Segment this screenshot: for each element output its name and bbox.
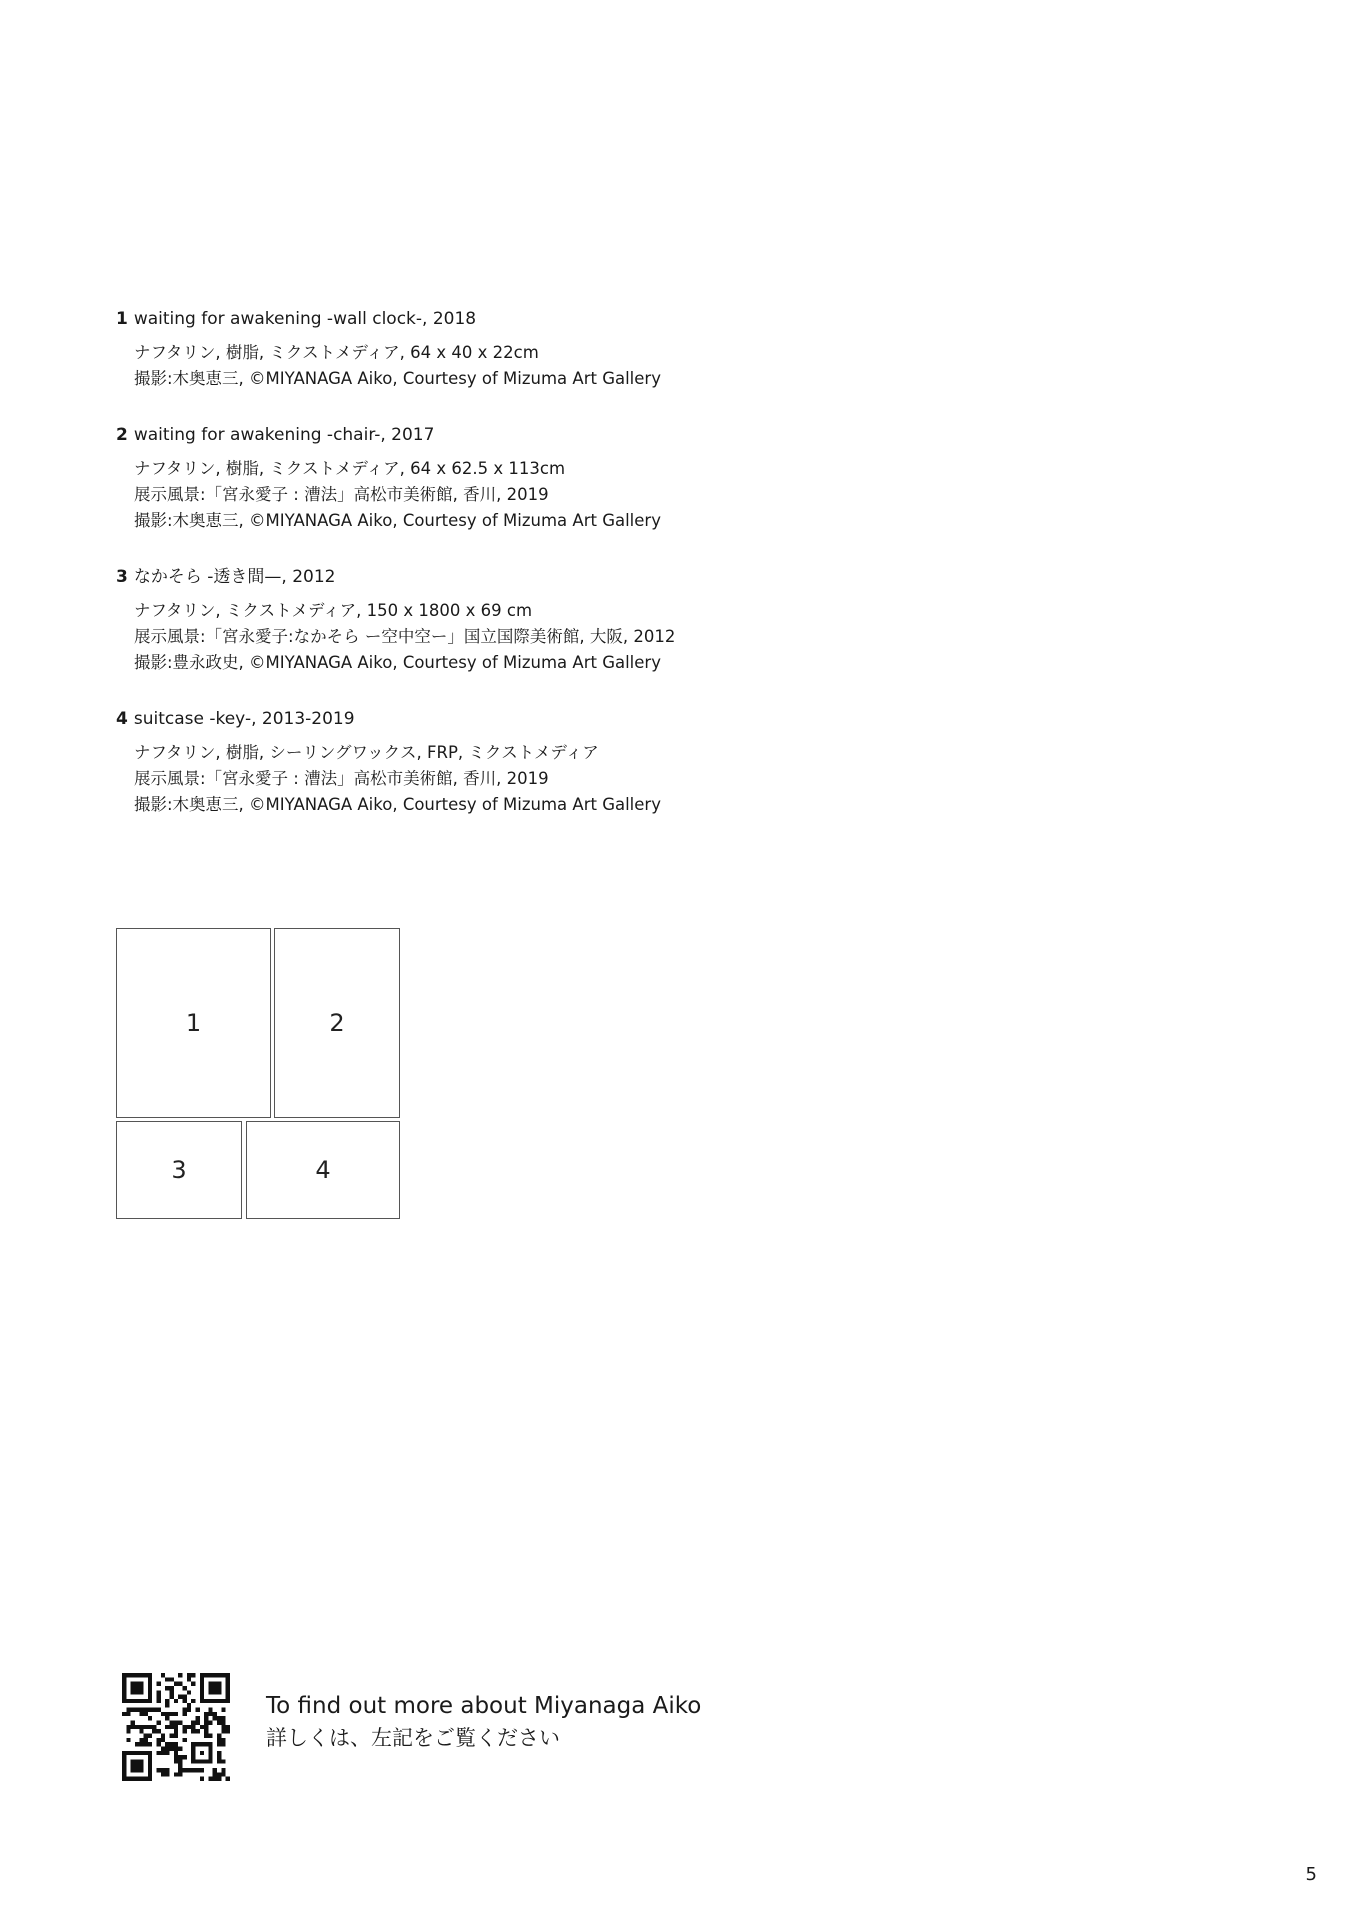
qr-code-icon[interactable] [122, 1673, 230, 1781]
caption-number: 4 [116, 709, 128, 729]
caption-line: 展示風景:「宮永愛子:なかそら ー空中空ー」国立国際美術館, 大阪, 2012 [134, 627, 676, 646]
caption-line: 展示風景:「宮永愛子 : 漕法」高松市美術館, 香川, 2019 [134, 769, 549, 788]
caption-title-text: suitcase -key-, 2013-2019 [133, 709, 355, 729]
caption-title [116, 564, 1016, 590]
caption-title-text: waiting for awakening -chair-, 2017 [133, 425, 435, 445]
more-info-japanese: 詳しくは、左記をご覧ください [266, 1726, 560, 1750]
more-info-english: To find out more about Miyanaga Aiko [266, 1693, 702, 1719]
caption-line: ナフタリン, 樹脂, ミクストメディア, 64 x 62.5 x 113cm [134, 459, 566, 478]
caption-title [116, 306, 1016, 332]
caption-2 [116, 422, 1016, 534]
captions [116, 306, 1016, 848]
layout-box-3: 3 [116, 1121, 242, 1219]
page-number: 5 [1305, 1864, 1317, 1885]
caption-title-text: waiting for awakening -wall clock-, 2018 [133, 309, 477, 329]
caption-number: 1 [116, 309, 128, 329]
caption-line: 展示風景:「宮永愛子 : 漕法」高松市美術館, 香川, 2019 [134, 485, 549, 504]
caption-1 [116, 306, 1016, 392]
caption-4 [116, 706, 1016, 818]
layout-box-4: 4 [246, 1121, 400, 1219]
more-info [266, 1690, 701, 1754]
caption-line: 撮影:木奥恵三, ©MIYANAGA Aiko, Courtesy of Mizuma Art Gallery [134, 795, 661, 814]
caption-title [116, 422, 1016, 448]
layout-box-1: 1 [116, 928, 271, 1118]
layout-box-2: 2 [274, 928, 400, 1118]
caption-number: 2 [116, 425, 128, 445]
caption-title [116, 706, 1016, 732]
caption-3 [116, 564, 1016, 676]
caption-line: ナフタリン, 樹脂, シーリングワックス, FRP, ミクストメディア [134, 743, 599, 762]
caption-number: 3 [116, 567, 128, 587]
caption-line: ナフタリン, ミクストメディア, 150 x 1800 x 69 cm [134, 601, 533, 620]
caption-line: 撮影:木奥恵三, ©MIYANAGA Aiko, Courtesy of Mizuma Art Gallery [134, 369, 661, 388]
caption-title-text: なかそら -透き間—, 2012 [133, 567, 336, 587]
caption-line: ナフタリン, 樹脂, ミクストメディア, 64 x 40 x 22cm [134, 343, 539, 362]
caption-line: 撮影:木奥恵三, ©MIYANAGA Aiko, Courtesy of Mizuma Art Gallery [134, 511, 661, 530]
caption-line: 撮影:豊永政史, ©MIYANAGA Aiko, Courtesy of Mizuma Art Gallery [134, 653, 661, 672]
